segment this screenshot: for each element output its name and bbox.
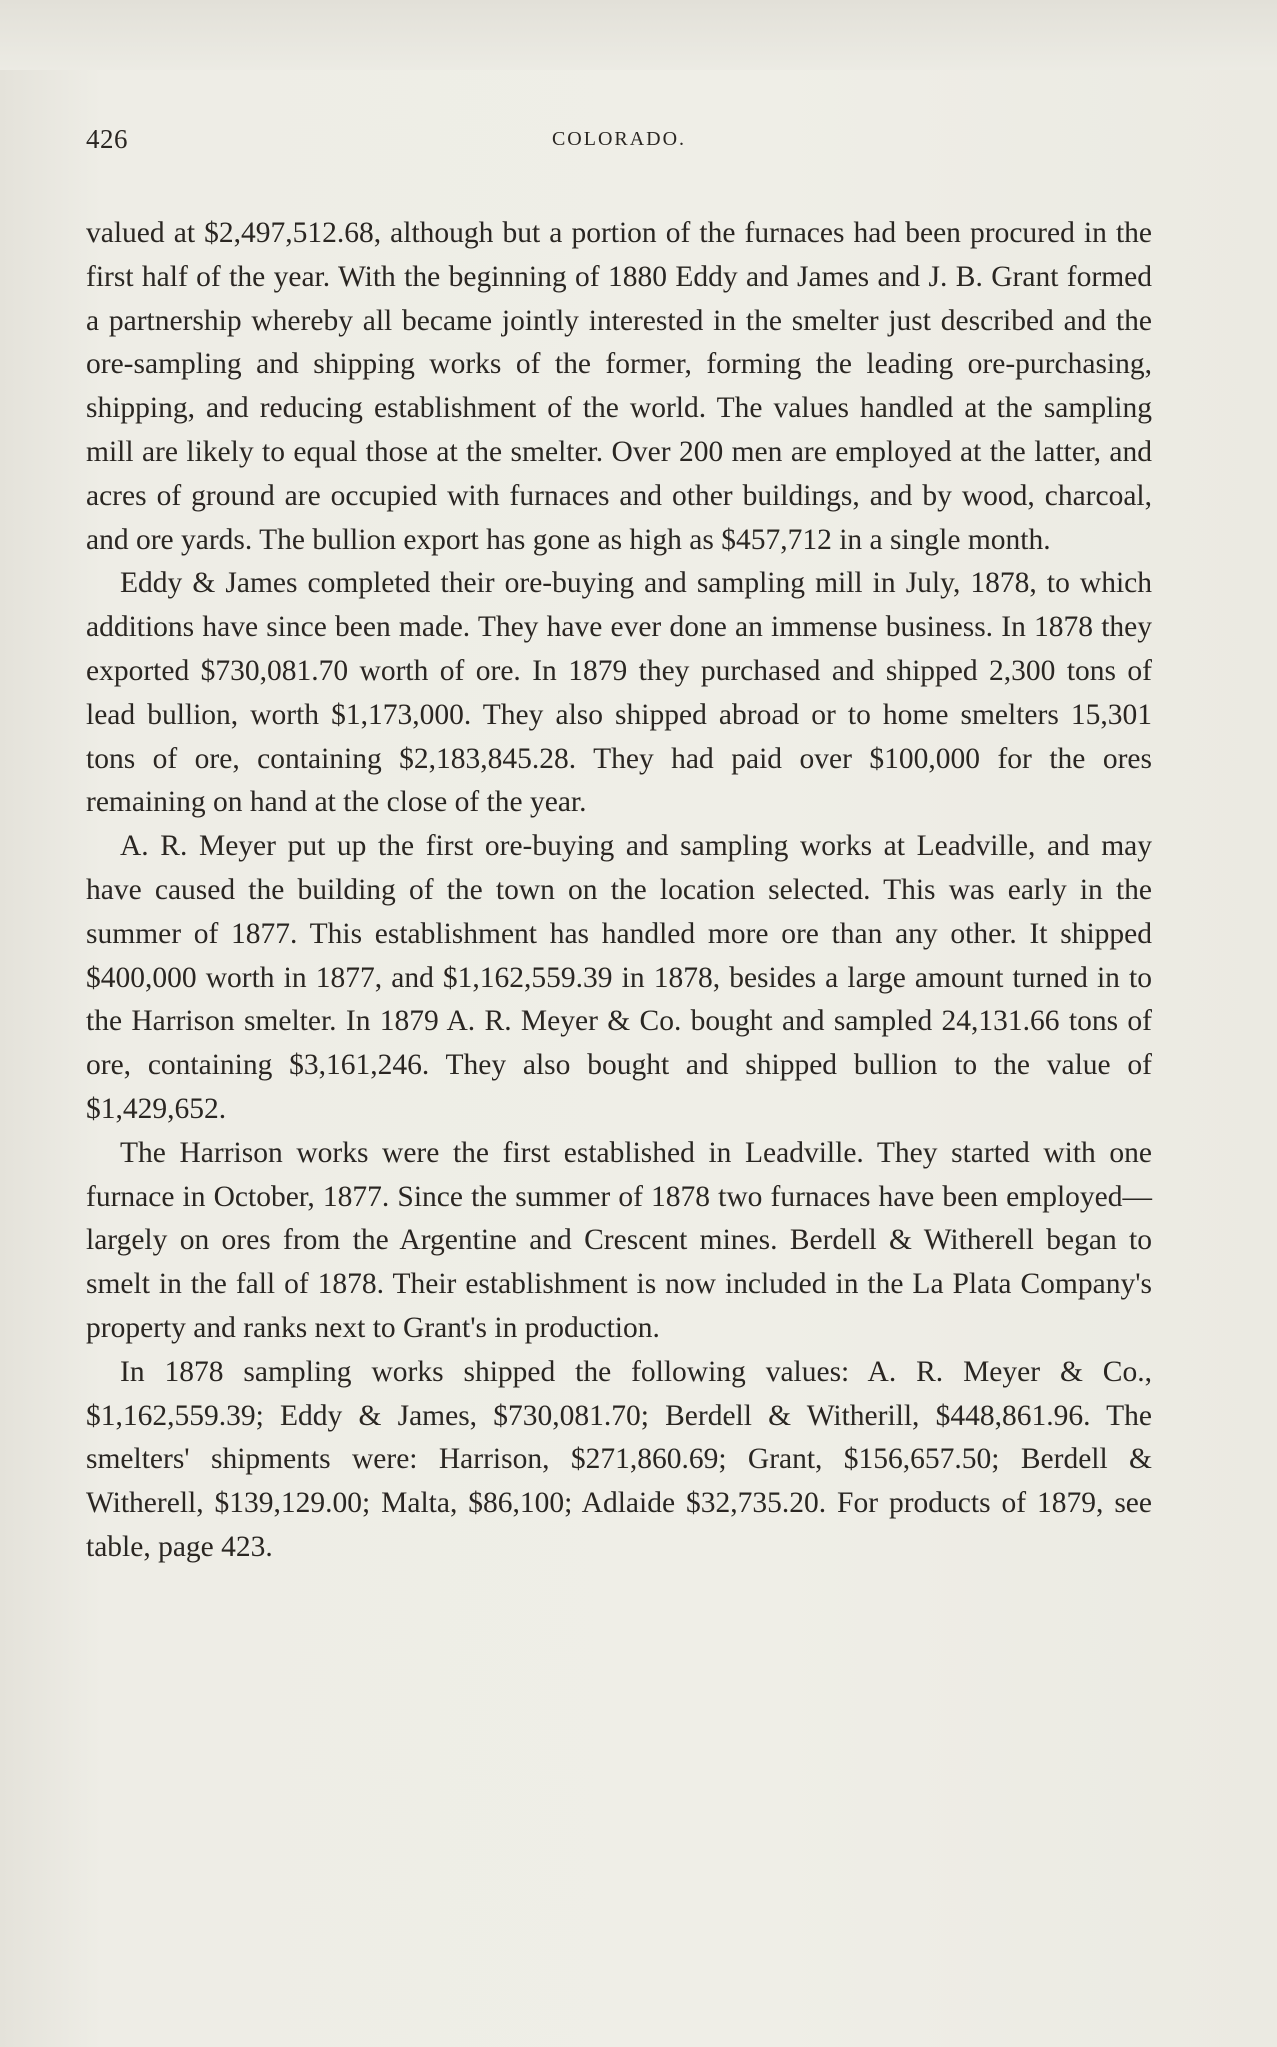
- paragraph: A. R. Meyer put up the first ore-buying and sampling works at Leadville, and may have caused the building of the town on the location selected. This was early in the summer of 1877. This establishment has handled more ore than any other. It shipped $400,000 worth in 1877, and $1,162,559.39 in 1878, besides a large amount turned in to the Harrison smelter. In 1879 A. R. Meyer & Co. bought and sampled 24,131.66 tons of ore, containing $3,161,246. They also bought and shipped bullion to the value of $1,429,652.: [86, 830, 1152, 1125]
- paragraph: The Harrison works were the first established in Leadville. They started with one furnace in October, 1877. Since the summer of 1878 two furnaces have been employed—largely on ores from the Argentine and Crescent mines. Berdell & Witherell began to smelt in the fall of 1878. Their establishment is now included in the La Plata Company's property and ranks next to Grant's in production.: [86, 1136, 1152, 1344]
- page-number: 426: [86, 124, 128, 154]
- paragraph: valued at $2,497,512.68, although but a portion of the furnaces had been procured in the first half of the year. With the beginning of 1880 Eddy and James and J. B. Grant formed a partnership whereby all became jointly interested in the smelter just described and the ore-sampling and shipping works of the former, forming the leading ore-purchasing, shipping, and reducing establishment of the world. The values handled at the sampling mill are likely to equal those at the smelter. Over 200 men are employed at the latter, and acres of ground are occupied with furnaces and other buildings, and by wood, charcoal, and ore yards. The bullion export has gone as high as $457,712 in a single month.: [86, 217, 1152, 556]
- page-top-edge: [0, 0, 1277, 70]
- paragraph: In 1878 sampling works shipped the following values: A. R. Meyer & Co., $1,162,559.39; Eddy & James, $730,081.70; Berdell & Witherill, $448,861.96. The smelters' shipments were: Harrison, $271,860.69; Grant, $156,657.50; Berdell & Witherell, $139,129.00; Malta, $86,100; Adlaide $32,735.20. For products of 1879, see table, page 423.: [86, 1355, 1152, 1563]
- page-header: [86, 124, 1152, 160]
- running-head: COLORADO.: [551, 128, 687, 150]
- body-text: [86, 212, 1152, 1570]
- paragraph: Eddy & James completed their ore-buying and sampling mill in July, 1878, to which additions have since been made. They have ever done an immense business. In 1878 they exported $730,081.70 worth of ore. In 1879 they purchased and shipped 2,300 tons of lead bullion, worth $1,173,000. They also shipped abroad or to home smelters 15,301 tons of ore, containing $2,183,845.28. They had paid over $100,000 for the ores remaining on hand at the close of the year.: [86, 567, 1152, 819]
